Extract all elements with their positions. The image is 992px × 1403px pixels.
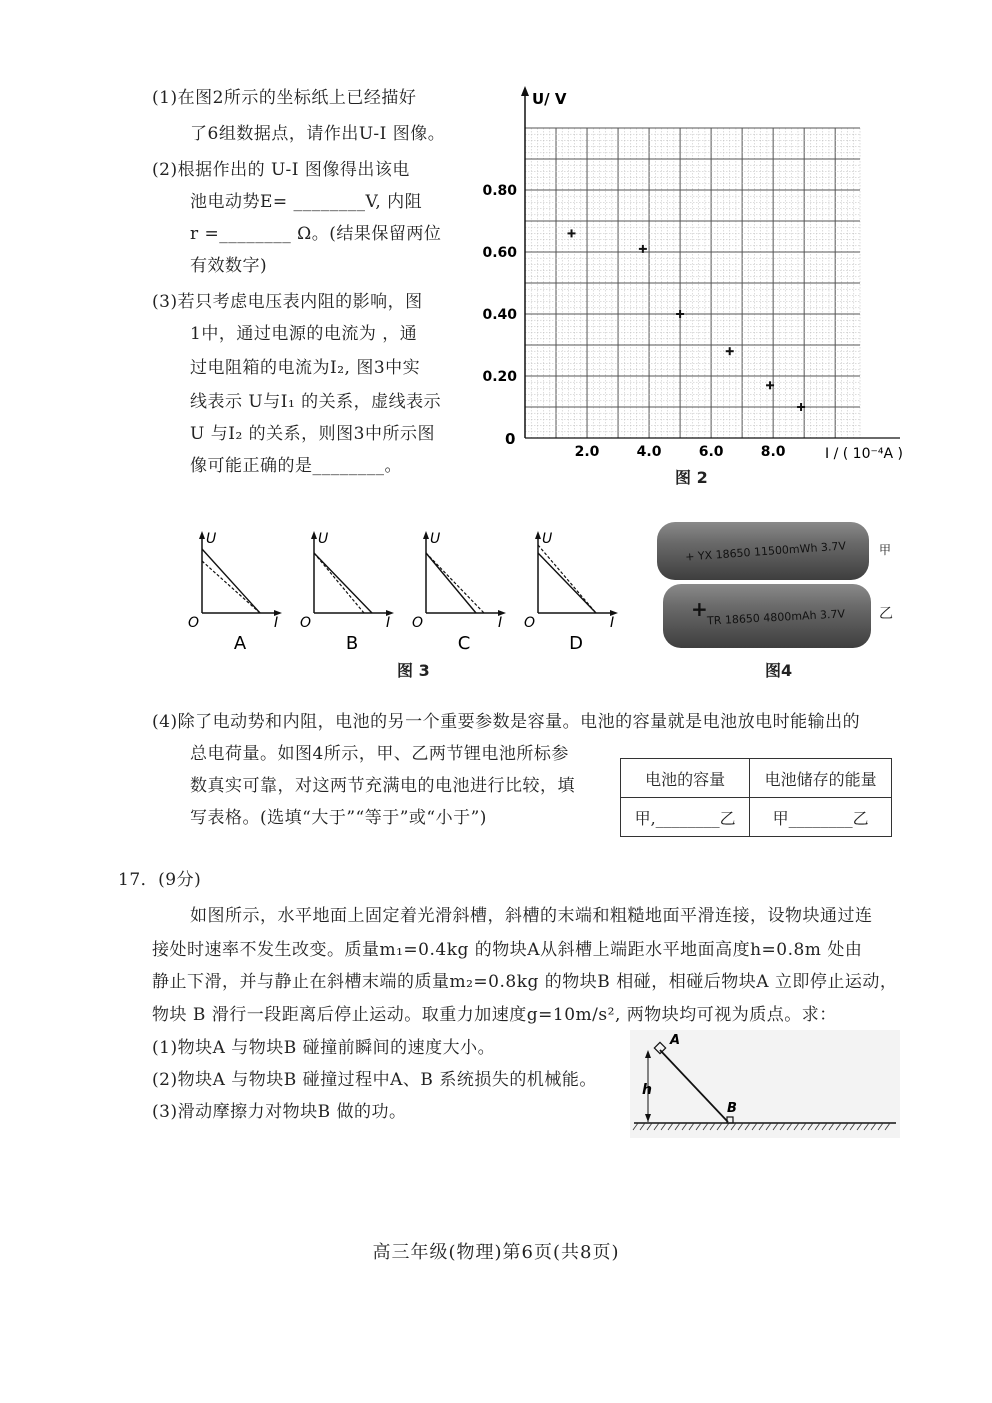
solid-line [538, 553, 596, 613]
table-row [621, 798, 892, 837]
text-line: (3)滑动摩擦力对物块B 做的功。 [152, 1102, 407, 1122]
data-point [676, 310, 684, 318]
text-line: 接处时速率不发生改变。质量m₁=0.4kg 的物块A从斜槽上端距水平地面高度h=0.8m 处由 [152, 940, 863, 960]
text-line: 物块 B 滑行一段距离后停止运动。取重力加速度g=10m/s², 两物块均可视为质点。求： [152, 1005, 837, 1025]
data-point [726, 347, 734, 355]
battery-yi-label: TR 18650 4800mAh 3.7V [706, 607, 846, 628]
axis-u-label: U [318, 531, 329, 547]
graph-grid [525, 128, 860, 438]
x-tick-label: 6.0 [698, 444, 724, 460]
y-tick-label: 0.80 [482, 183, 517, 199]
battery-yi-plus: + [691, 597, 708, 621]
dashed-line [202, 561, 260, 613]
text-line: 总电荷量。如图4所示，甲、乙两节锂电池所标参 [190, 744, 569, 764]
text-line: U 与I₂ 的关系，则图3中所示图 [190, 424, 435, 444]
text-line: r =________ Ω。(结果保留两位 [190, 224, 442, 244]
graph-axes [521, 86, 900, 438]
option-letter: B [345, 633, 359, 654]
axis-o-label: O [412, 615, 424, 631]
x-tick-label: 4.0 [636, 444, 662, 460]
text-line: (1)物块A 与物块B 碰撞前瞬间的速度大小。 [152, 1038, 496, 1058]
option-graph-c [412, 531, 506, 654]
text-line: 1中，通过电源的电流为 ，通 [190, 324, 418, 344]
solid-line [314, 553, 372, 613]
axis-o-label: O [300, 615, 312, 631]
text-line: 线表示 U与I₁ 的关系，虚线表示 [190, 392, 442, 412]
label-yi: 乙 [879, 606, 893, 622]
x-tick-labels [575, 444, 786, 460]
axis-u-label: U [206, 531, 217, 547]
option-letter: D [569, 633, 583, 654]
block-a-label: A [670, 1033, 681, 1048]
axis-i-label: I [274, 615, 279, 631]
dashed-line [426, 553, 484, 613]
dashed-line [314, 553, 364, 613]
axis-i-label: I [610, 615, 615, 631]
table-header-cell: 电池的容量 [621, 759, 750, 798]
text-line: (2)根据作出的 U-I 图像得出该电 [152, 160, 410, 180]
option-graph-b [300, 531, 394, 654]
y-tick-labels [482, 183, 517, 385]
text-line: (2)物块A 与物块B 碰撞过程中A、B 系统损失的机械能。 [152, 1070, 597, 1090]
dashed-line [538, 545, 596, 613]
q17-number: 17．(9分) [118, 870, 202, 890]
text-line: (4)除了电动势和内阻，电池的另一个重要参数是容量。电池的容量就是电池放电时能输出的 [152, 712, 861, 732]
text-line: 像可能正确的是________。 [190, 456, 402, 476]
text-line: 如图所示，水平地面上固定着光滑斜槽，斜槽的末端和粗糙地面平滑连接，设物块通过连 [190, 906, 873, 926]
option-letter: C [457, 633, 471, 654]
capacity-table [620, 758, 892, 837]
battery-yi [663, 584, 871, 648]
text-line: 静止下滑，并与静止在斜槽末端的质量m₂=0.8kg 的物块B 相碰，相碰后物块A 立即停止运动， [152, 972, 898, 992]
battery-jia [657, 522, 869, 580]
axis-o-label: O [524, 615, 536, 631]
table-header-cell: 电池储存的能量 [750, 759, 892, 798]
block-b-label: B [727, 1101, 737, 1116]
q17-incline-figure [630, 1030, 900, 1138]
fig2-caption: 图 2 [675, 468, 708, 487]
page-footer: 高三年级(物理)第6页(共8页) [372, 1242, 620, 1263]
axis-u-label: U [542, 531, 553, 547]
option-graph-a [188, 531, 282, 654]
solid-line [426, 553, 476, 613]
y-tick-label: 0.40 [482, 307, 517, 323]
option-graph-d [524, 531, 618, 654]
battery-jia-label: + YX 18650 11500mWh 3.7V [684, 539, 847, 564]
height-label: h [642, 1082, 652, 1098]
axis-u-label: U [430, 531, 441, 547]
table-header-row [621, 759, 892, 798]
table-cell: 甲,________乙 [621, 798, 750, 837]
table-cell: 甲________乙 [750, 798, 892, 837]
option-letter: A [233, 633, 247, 654]
solid-line [202, 549, 260, 613]
data-point [568, 229, 576, 237]
text-line: 有效数字) [190, 256, 268, 276]
text-line: (1)在图2所示的坐标纸上已经描好 [152, 88, 417, 108]
y-tick-label: 0.60 [482, 245, 517, 261]
x-tick-label: 8.0 [760, 444, 786, 460]
label-jia: 甲 [879, 543, 892, 557]
text-line: (3)若只考虑电压表内阻的影响，图 [152, 292, 423, 312]
text-line: 数真实可靠，对这两节充满电的电池进行比较，填 [190, 776, 575, 796]
axis-i-label: I [386, 615, 391, 631]
y-tick-label: 0.20 [482, 369, 517, 385]
y-axis-label: U/ V [532, 90, 567, 108]
fig3-caption: 图 3 [397, 661, 430, 680]
axis-i-label: I [498, 615, 503, 631]
text-line: 了6组数据点，请作出U-I 图像。 [190, 124, 446, 144]
text-line: 过电阻箱的电流为I₂, 图3中实 [190, 358, 421, 378]
fig4-batteries-photo [655, 518, 900, 653]
fig2-ui-graph [470, 80, 910, 500]
text-line: 写表格。(选填“大于”“等于”或“小于”) [190, 808, 487, 828]
x-tick-label: 2.0 [574, 444, 600, 460]
axis-o-label: O [188, 615, 200, 631]
origin-label: 0 [505, 430, 516, 448]
y-axis-arrow [521, 86, 529, 96]
fig3-option-graphs [180, 525, 630, 665]
x-axis-label: I / ( 10⁻⁴A ) [825, 446, 903, 462]
text-line: 池电动势E= ________V, 内阻 [190, 192, 423, 212]
fig4-caption: 图4 [765, 661, 793, 680]
